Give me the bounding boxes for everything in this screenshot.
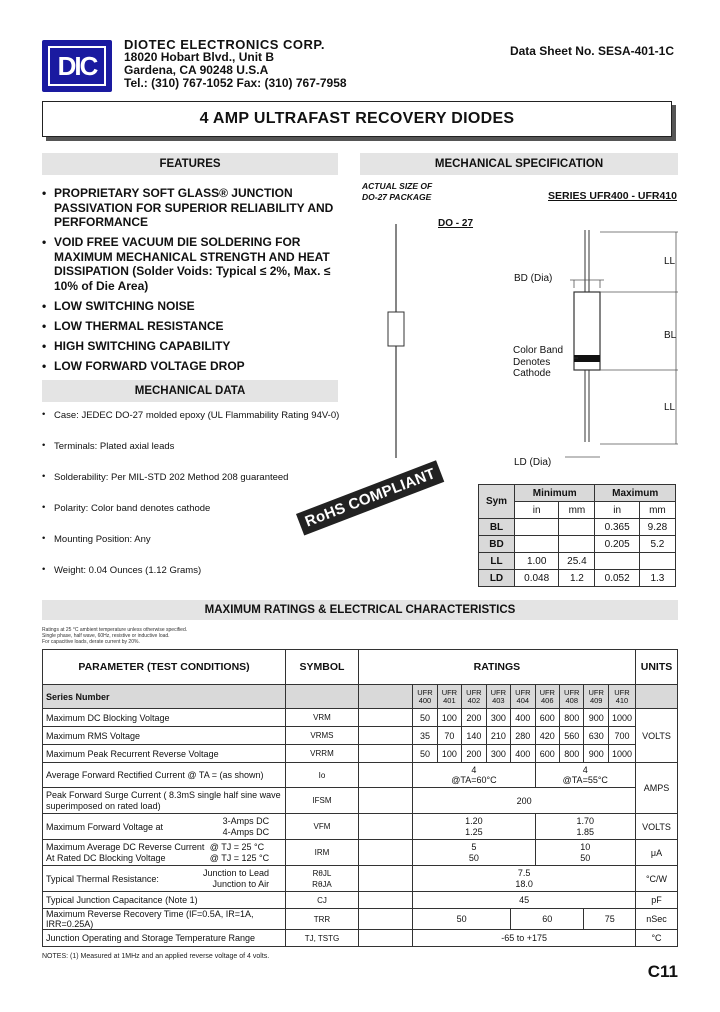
value: 4 — [582, 765, 588, 775]
mech-data-item: • Mounting Position: Any — [42, 534, 362, 565]
rating-conditions — [42, 627, 187, 645]
band-line: Denotes — [513, 356, 551, 368]
address-line: Gardena, CA 90248 U.S.A — [124, 63, 269, 77]
value: 1.25 — [465, 826, 483, 837]
package-drawing — [360, 200, 680, 480]
value-cell: 700 — [608, 727, 635, 745]
line: At Rated DC Blocking Voltage — [46, 852, 166, 863]
units-header: UNITS — [635, 650, 677, 685]
param-cell — [43, 866, 286, 892]
ld-label: LD (Dia) — [514, 457, 552, 468]
bd-label: BD (Dia) — [514, 273, 553, 284]
unit-mm: mm — [639, 502, 675, 519]
units-cell: °C/W — [635, 866, 677, 892]
symbol-cell: IFSM — [286, 788, 359, 814]
value-cell: 900 — [584, 745, 608, 763]
units-cell: nSec — [635, 909, 677, 930]
table-row — [43, 814, 678, 840]
value-cell: 50 — [413, 745, 437, 763]
do27-label: DO - 27 — [438, 218, 474, 229]
table-row — [43, 727, 678, 745]
mech-data-item: • Case: JEDEC DO-27 molded epoxy (UL Flammability Rating 94V-0) — [42, 410, 362, 441]
cell: 0.048 — [515, 570, 559, 587]
table-row — [479, 519, 676, 536]
value-cell: 210 — [486, 727, 510, 745]
rth-values — [413, 866, 636, 892]
row-sym: LD — [479, 570, 515, 587]
param-cell: Typical Junction Capacitance (Note 1) — [43, 892, 286, 909]
part-number: UFR 403 — [486, 685, 510, 709]
table-row — [43, 930, 678, 947]
value-cell: 400 — [511, 709, 535, 727]
cell — [515, 536, 559, 553]
condition: @ TJ = 25 °C — [209, 842, 265, 852]
sym-header: Sym — [479, 485, 515, 519]
table-row — [43, 909, 678, 930]
feature-item: • HIGH SWITCHING CAPABILITY — [42, 339, 352, 354]
notes: NOTES: (1) Measured at 1MHz and an applied reverse voltage of 4 volts. — [42, 953, 270, 960]
value-cell: 630 — [584, 727, 608, 745]
table-row — [43, 745, 678, 763]
package-label: DO-27 PACKAGE — [362, 192, 432, 202]
mech-data-item: • Terminals: Plated axial leads — [42, 441, 362, 472]
actual-size-label: ACTUAL SIZE OF — [362, 181, 433, 191]
symbol-cell: CJ — [286, 892, 359, 909]
series-number-label: Series Number — [43, 685, 286, 709]
symbol-cell: IRM — [286, 840, 359, 866]
cell: 0.052 — [595, 570, 639, 587]
value-cell: 800 — [560, 745, 584, 763]
io-group-a — [413, 763, 535, 788]
param-cell: Junction Operating and Storage Temperature Range — [43, 930, 286, 947]
ratings-heading: MAXIMUM RATINGS & ELECTRICAL CHARACTERISTICS — [42, 600, 678, 620]
param-cell: Maximum DC Blocking Voltage — [43, 709, 286, 727]
value: 5 — [471, 841, 477, 852]
value: 18.0 — [515, 878, 533, 889]
features-list — [42, 186, 352, 379]
value: 1.20 — [465, 815, 483, 826]
symbol-cell: TJ, TSTG — [286, 930, 359, 947]
feature-item: • LOW THERMAL RESISTANCE — [42, 319, 352, 334]
value-cell: 420 — [535, 727, 559, 745]
company-name: DIOTEC ELECTRONICS CORP. — [124, 37, 326, 52]
table-row — [479, 553, 676, 570]
cell — [595, 553, 639, 570]
cell — [559, 536, 595, 553]
vf-group-a — [413, 814, 535, 840]
value-cell: 1000 — [608, 745, 635, 763]
datasheet-number: Data Sheet No. SESA-401-1C — [509, 44, 674, 58]
conditions — [203, 868, 269, 890]
value-cell: 600 — [535, 745, 559, 763]
param-cell — [43, 840, 286, 866]
cathode-band — [574, 355, 600, 362]
row-sym: BL — [479, 519, 515, 536]
unit-mm: mm — [559, 502, 595, 519]
symbol-cell: VRRM — [286, 745, 359, 763]
min-header: Minimum — [515, 485, 595, 502]
condition: @TA=60°C — [451, 775, 497, 785]
part-number: UFR 404 — [511, 685, 535, 709]
actual-body — [388, 312, 404, 346]
value-cell: 200 — [413, 788, 636, 814]
feature-item: • LOW SWITCHING NOISE — [42, 299, 352, 314]
param-cell: Maximum Peak Recurrent Reverse Voltage — [43, 745, 286, 763]
symbol-cell: VFM — [286, 814, 359, 840]
ir-group-a — [413, 840, 535, 866]
ll-label-bottom: LL — [664, 402, 676, 413]
value-cell: 75 — [584, 909, 636, 930]
rohs-badge: RoHS COMPLIANT — [296, 460, 445, 535]
value-cell: 200 — [462, 745, 486, 763]
line: Peak Forward Surge Current ( 8.3mS single half sine wave — [46, 789, 281, 800]
conditions — [223, 816, 270, 838]
cell: 1.3 — [639, 570, 675, 587]
cell: 0.365 — [595, 519, 639, 536]
features-heading: FEATURES — [42, 153, 338, 175]
cell: 1.2 — [559, 570, 595, 587]
band-line: Color Band — [513, 345, 564, 356]
value-cell: 800 — [560, 709, 584, 727]
cell: 0.205 — [595, 536, 639, 553]
units-cell: VOLTS — [635, 814, 677, 840]
ir-group-b — [535, 840, 635, 866]
company-address — [124, 38, 347, 90]
condition: Junction to Lead — [203, 868, 270, 878]
ratings-table — [42, 649, 678, 947]
dimension-table — [478, 484, 676, 587]
value-cell: 600 — [535, 709, 559, 727]
value-cell: 300 — [486, 709, 510, 727]
value: 10 — [580, 841, 591, 852]
condition-line: Single phase, half wave, 60Hz, resistive or inductive load. — [42, 633, 170, 639]
page-number: C11 — [647, 962, 678, 981]
table-row — [43, 892, 678, 909]
value-cell: 300 — [486, 745, 510, 763]
param-cell: Maximum Reverse Recovery Time (IF=0.5A, IR=1A, IRR=0.25A) — [43, 909, 286, 930]
units-cell: pF — [635, 892, 677, 909]
max-header: Maximum — [595, 485, 676, 502]
cell: 25.4 — [559, 553, 595, 570]
table-row — [479, 570, 676, 587]
symbol-cell: Io — [286, 763, 359, 788]
row-sym: LL — [479, 553, 515, 570]
symbol-cell: VRMS — [286, 727, 359, 745]
value-cell: 200 — [462, 709, 486, 727]
row-sym: BD — [479, 536, 515, 553]
condition-line: For capacitive loads, derate current by 20%. — [42, 639, 140, 645]
condition: @TA=55°C — [562, 775, 608, 785]
part-number: UFR 401 — [437, 685, 461, 709]
param-text: Maximum Forward Voltage at — [46, 821, 164, 832]
symbol-cell: TRR — [286, 909, 359, 930]
cell — [639, 553, 675, 570]
condition: Junction to Air — [212, 879, 270, 889]
units-cell: AMPS — [635, 763, 677, 814]
line: superimposed on rated load) — [46, 800, 161, 811]
param-header: PARAMETER (TEST CONDITIONS) — [43, 650, 286, 685]
cell: 5.2 — [639, 536, 675, 553]
condition: @ TJ = 125 °C — [209, 853, 270, 863]
symbol-header: SYMBOL — [286, 650, 359, 685]
part-number: UFR 409 — [584, 685, 608, 709]
units-cell: μA — [635, 840, 677, 866]
table-row — [43, 788, 678, 814]
value-cell: 900 — [584, 709, 608, 727]
table-row — [43, 866, 678, 892]
value: 1.70 — [576, 815, 595, 826]
condition-line: Ratings at 25 °C ambient temperature unless otherwise specified. — [42, 627, 188, 633]
value-cell: 100 — [437, 745, 461, 763]
value-cell: 400 — [511, 745, 535, 763]
value-cell: 50 — [413, 709, 437, 727]
feature-item: • PROPRIETARY SOFT GLASS® JUNCTION PASSIVATION FOR SUPERIOR RELIABILITY AND PERFORMANCE — [42, 186, 352, 230]
band-line: Cathode — [513, 368, 551, 379]
feature-item: • VOID FREE VACUUM DIE SOLDERING FOR MAXIMUM MECHANICAL STRENGTH AND HEAT DISSIPATION (Solder Voids: Typical ≤ 2%, Max. ≤ 10% of Die Area) — [42, 235, 352, 293]
part-number: UFR 408 — [560, 685, 584, 709]
value: 4 — [471, 765, 477, 775]
value-cell: 140 — [462, 727, 486, 745]
conditions — [210, 842, 269, 864]
unit-in: in — [595, 502, 639, 519]
part-number: UFR 406 — [535, 685, 559, 709]
value: 50 — [580, 852, 591, 863]
value: 50 — [468, 852, 479, 863]
line: Maximum Average DC Reverse Current — [46, 841, 205, 852]
mech-data-item: • Solderability: Per MIL-STD 202 Method 208 guaranteed — [42, 472, 362, 503]
part-number: UFR 410 — [608, 685, 635, 709]
page-title: 4 AMP ULTRAFAST RECOVERY DIODES — [42, 101, 672, 137]
value-cell: 1000 — [608, 709, 635, 727]
symbol: RθJL — [312, 868, 332, 878]
part-number: UFR 400 — [413, 685, 437, 709]
table-row — [43, 840, 678, 866]
table-row — [479, 536, 676, 553]
value-cell: 280 — [511, 727, 535, 745]
ratings-header: RATINGS — [358, 650, 635, 685]
value-cell: 60 — [511, 909, 584, 930]
cell: 9.28 — [639, 519, 675, 536]
value-cell: 45 — [413, 892, 636, 909]
value-cell: 70 — [437, 727, 461, 745]
value-cell: 100 — [437, 709, 461, 727]
table-row — [43, 763, 678, 788]
color-band-note — [513, 345, 563, 380]
symbol-cell — [286, 866, 359, 892]
value: 1.85 — [576, 826, 595, 837]
ll-label-top: LL — [664, 256, 676, 267]
symbol: RθJA — [312, 879, 332, 889]
mech-data-list — [42, 410, 362, 596]
company-logo — [42, 40, 112, 92]
param-text: Typical Thermal Resistance: — [46, 873, 159, 884]
cell — [559, 519, 595, 536]
address-line: 18020 Hobart Blvd., Unit B — [124, 50, 275, 64]
units-cell: °C — [635, 930, 677, 947]
unit-in: in — [515, 502, 559, 519]
bl-label: BL — [664, 330, 677, 341]
cell — [515, 519, 559, 536]
units-cell: VOLTS — [635, 709, 677, 763]
condition: 3-Amps DC — [222, 816, 270, 826]
value: 7.5 — [517, 867, 531, 878]
condition: 4-Amps DC — [222, 827, 270, 837]
cell: 1.00 — [515, 553, 559, 570]
io-group-b — [535, 763, 635, 788]
part-number: UFR 402 — [462, 685, 486, 709]
value-cell: -65 to +175 — [413, 930, 636, 947]
symbol-cell: VRM — [286, 709, 359, 727]
mech-spec-heading: MECHANICAL SPECIFICATION — [360, 153, 678, 175]
vf-group-b — [535, 814, 635, 840]
param-cell: Average Forward Rectified Current @ TA = (as shown) — [43, 763, 286, 788]
mech-data-heading: MECHANICAL DATA — [42, 380, 338, 402]
param-cell — [43, 788, 286, 814]
param-cell — [43, 814, 286, 840]
param-cell: Maximum RMS Voltage — [43, 727, 286, 745]
table-row — [43, 709, 678, 727]
value-cell: 35 — [413, 727, 437, 745]
mech-data-item: • Weight: 0.04 Ounces (1.12 Grams) — [42, 565, 362, 596]
value-cell: 560 — [560, 727, 584, 745]
feature-item: • LOW FORWARD VOLTAGE DROP — [42, 359, 352, 374]
value-cell: 50 — [413, 909, 511, 930]
logo-text: DIC — [57, 50, 97, 81]
mech-data-item: • Polarity: Color band denotes cathode — [42, 503, 362, 534]
phone-line: Tel.: (310) 767-1052 Fax: (310) 767-7958 — [124, 76, 347, 90]
series-label: SERIES UFR400 - UFR410 — [548, 190, 677, 202]
